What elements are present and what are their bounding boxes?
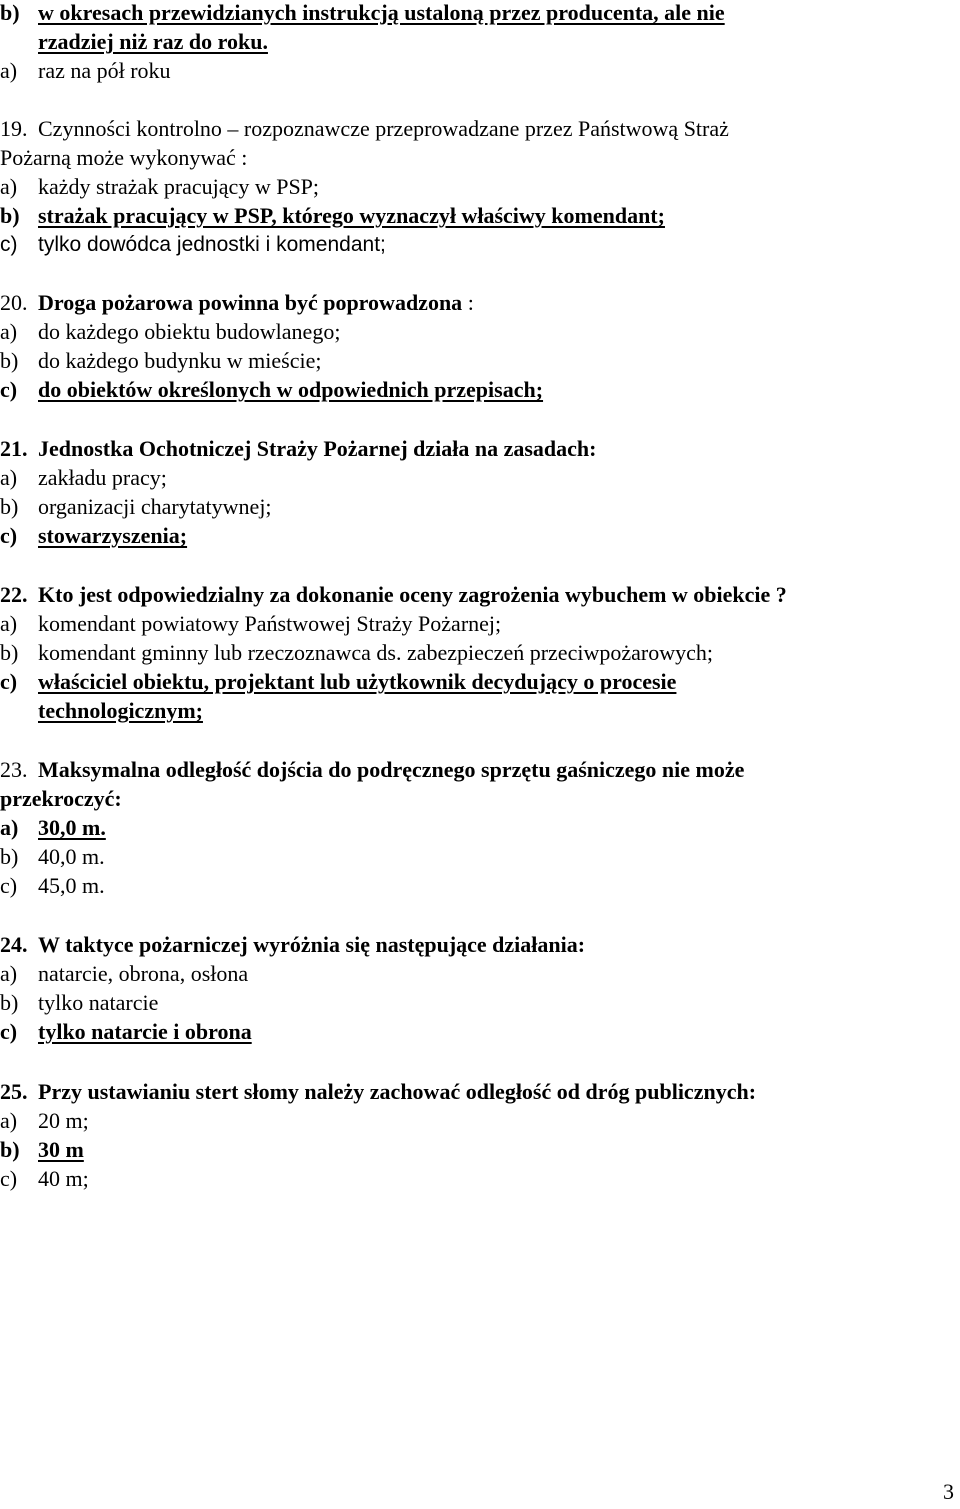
- prev-option-b-line2: rzadziej niż raz do roku.: [38, 29, 268, 54]
- page-number: 3: [943, 1479, 954, 1504]
- q19-option-b-answer: b) strażak pracujący w PSP, którego wyznaczył właściwy komendant;: [0, 203, 665, 228]
- q22-option-a: a) komendant powiatowy Państwowej Straży Pożarnej;: [0, 611, 502, 636]
- q22-option-b: b) komendant gminny lub rzeczoznawca ds. zabezpieczeń przeciwpożarowych;: [0, 640, 713, 665]
- question-19-line2: Pożarną może wykonywać :: [0, 145, 248, 170]
- q22-option-c-answer: c) właściciel obiektu, projektant lub użytkownik decydujący o procesie: [0, 669, 677, 694]
- prev-option-a: a) raz na pół roku: [0, 58, 171, 83]
- q21-option-a: a) zakładu pracy;: [0, 465, 167, 490]
- q22-option-c-answer-line2: technologicznym;: [38, 698, 203, 723]
- question-19: 19. Czynności kontrolno – rozpoznawcze przeprowadzane przez Państwową Straż: [0, 116, 729, 141]
- q23-option-c: c) 45,0 m.: [0, 873, 105, 898]
- q25-option-a: a) 20 m;: [0, 1108, 89, 1133]
- q24-option-a: a) natarcie, obrona, osłona: [0, 961, 249, 986]
- q21-option-c-answer: c) stowarzyszenia;: [0, 523, 188, 548]
- question-23: 23. Maksymalna odległość dojścia do podręcznego sprzętu gaśniczego nie może: [0, 757, 745, 782]
- prev-option-b-line1: b) w okresach przewidzianych instrukcją ustaloną przez producenta, ale nie: [0, 0, 725, 25]
- q23-option-a-answer: a) 30,0 m.: [0, 815, 106, 840]
- q20-option-a: a) do każdego obiektu budowlanego;: [0, 319, 341, 344]
- question-24: 24. W taktyce pożarniczej wyróżnia się następujące działania:: [0, 932, 586, 957]
- question-21: 21. Jednostka Ochotniczej Straży Pożarnej działa na zasadach:: [0, 436, 597, 461]
- question-25: 25. Przy ustawianiu stert słomy należy zachować odległość od dróg publicznych:: [0, 1079, 757, 1104]
- q21-option-b: b) organizacji charytatywnej;: [0, 494, 272, 519]
- q19-option-a: a) każdy strażak pracujący w PSP;: [0, 174, 320, 199]
- q24-option-b: b) tylko natarcie: [0, 990, 159, 1015]
- q20-option-b: b) do każdego budynku w mieście;: [0, 348, 322, 373]
- q25-option-b-answer: b) 30 m: [0, 1137, 84, 1162]
- q19-option-c: c) tylko dowódca jednostki i komendant;: [0, 233, 386, 256]
- q24-option-c-answer: c) tylko natarcie i obrona: [0, 1019, 252, 1044]
- question-20: 20. Droga pożarowa powinna być poprowadzona :: [0, 290, 474, 315]
- question-22: 22. Kto jest odpowiedzialny za dokonanie oceny zagrożenia wybuchem w obiekcie ?: [0, 582, 787, 607]
- q25-option-c: c) 40 m;: [0, 1166, 89, 1191]
- question-23-line2: przekroczyć:: [0, 786, 122, 811]
- q23-option-b: b) 40,0 m.: [0, 844, 105, 869]
- q20-option-c-answer: c) do obiektów określonych w odpowiednich przepisach;: [0, 377, 544, 402]
